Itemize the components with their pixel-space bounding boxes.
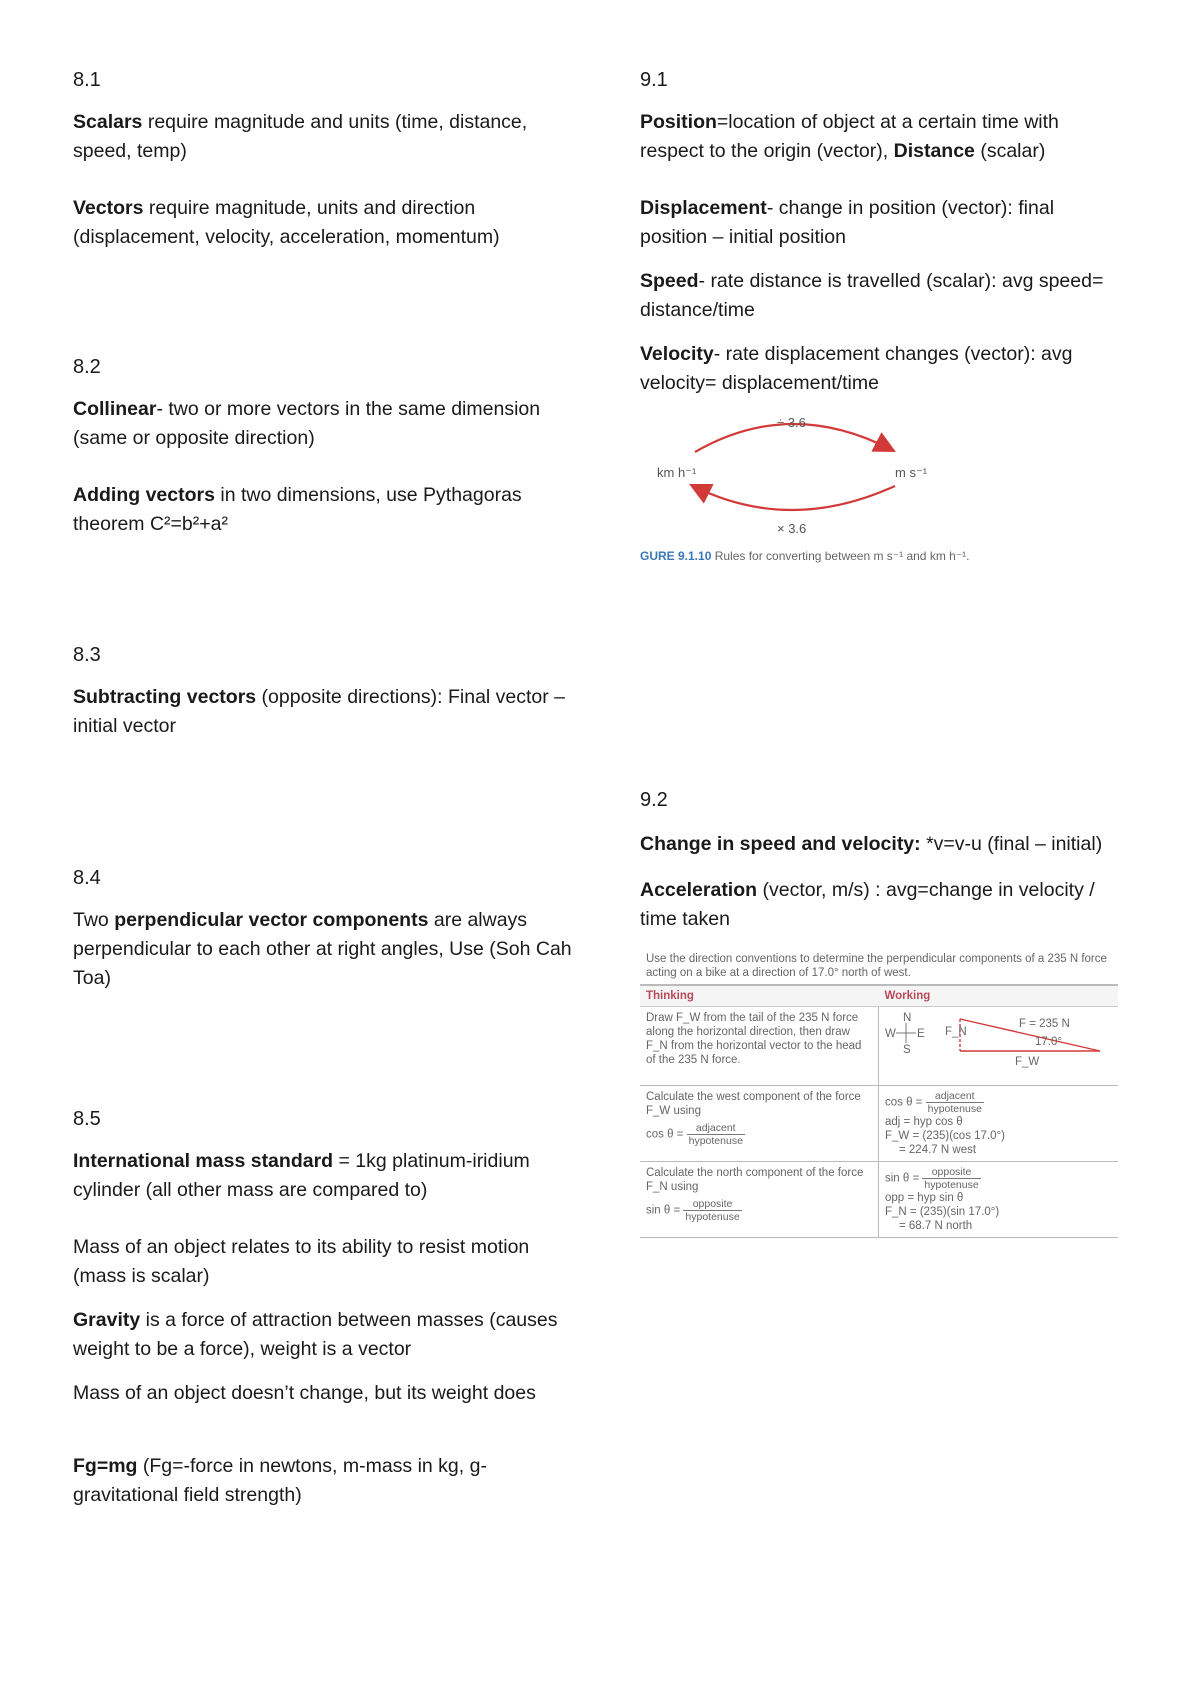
paragraph-collinear: Collinear- two or more vectors in the same dimension (same or opposite direction) [73,398,541,449]
term-collinear: Collinear [73,398,157,420]
example-question: Use the direction conventions to determine the perpendicular components of a 235 N force acting on a bike at a direction of 17.0° north of west. [640,950,1118,986]
compass-e: E [917,1028,925,1040]
paragraph-mass-weight: Mass of an object doesn’t change, but its weight does [73,1382,536,1404]
term-perpendicular-components: perpendicular vector components [114,909,429,931]
paragraph-perpendicular-components: Two perpendicular vector components are always perpendicular to each other at right angles, Use (Soh Cah Toa) [73,909,572,989]
table-row [640,1086,1118,1162]
header-working: Working [879,986,1119,1007]
section-heading-8-4: 8.4 [73,867,101,889]
section-heading-8-5: 8.5 [73,1108,101,1130]
row2-working: cos θ = $\frac{\text{adjacent}}{\text{hypotenuse}}$ adj = hyp cos θ F_W = (235)(cos 17.0°) = 224.7 N west [879,1086,1119,1162]
header-thinking: Thinking [640,986,879,1007]
paragraph-mass-standard: International mass standard = 1kg platinum-iridium cylinder (all other mass are compared to) [73,1150,530,1201]
section-heading-9-2: 9.2 [640,789,668,811]
figure-number: GURE 9.1.10 [640,549,712,563]
paragraph-displacement: Displacement- change in position (vector): final position – initial position [640,197,1055,248]
row3-thinking: Calculate the north component of the force F_N using sin θ = $\frac{\text{opposite}}{\text{hypotenuse}}$ [640,1162,879,1238]
term-subtracting-vectors: Subtracting vectors [73,686,257,708]
force-triangle-diagram [885,1011,1115,1081]
compass-w: W [885,1028,896,1040]
term-vectors: Vectors [73,197,144,219]
paragraph-fg-mg: Fg=mg (Fg=-force in newtons, m-mass in kg, g-gravitational field strength) [73,1455,487,1506]
figure-caption: GURE 9.1.10 Rules for converting between m s⁻¹ and km h⁻¹. [640,549,970,563]
table-row [640,1162,1118,1238]
paragraph-velocity: Velocity- rate displacement changes (vector): avg velocity= displacement/time [640,343,1073,394]
paragraph-scalars: Scalars require magnitude and units (time, distance, speed, temp) [73,111,528,162]
term-fg-mg: Fg=mg [73,1455,138,1477]
section-heading-8-2: 8.2 [73,356,101,378]
paragraph-vectors: Vectors require magnitude, units and direction (displacement, velocity, acceleration, momentum) [73,197,500,248]
section-heading-8-1: 8.1 [73,69,101,91]
term-gravity: Gravity [73,1309,141,1331]
multiply-label: × 3.6 [777,521,807,536]
compass-n: N [903,1012,912,1024]
row3-formula-repeat: sin θ = $\frac{\text{opposite}}{\text{hypotenuse}}$ [885,1166,979,1191]
term-speed: Speed [640,270,699,292]
example-grid [640,986,1118,1238]
term-position: Position [640,111,717,133]
section-heading-9-1: 9.1 [640,69,668,91]
paragraph-gravity: Gravity is a force of attraction between masses (causes weight to be a force), weight is a vector [73,1309,558,1360]
paragraph-acceleration: Acceleration (vector, m/s) : avg=change in velocity / time taken [640,879,1095,930]
row3-working: sin θ = $\frac{\text{opposite}}{\text{hypotenuse}}$ opp = hyp sin θ F_N = (235)(sin 17.0°) = 68.7 N north [879,1162,1119,1238]
divide-label: ÷ 3.6 [777,415,806,430]
worked-example-table [640,950,1118,1238]
compass-icon [896,1023,916,1043]
row2-fraction: $\frac{\text{adjacent}}{\text{hypotenuse}}$ [688,1122,743,1147]
term-scalars: Scalars [73,111,143,133]
unit-conversion-figure [640,402,1020,562]
section-heading-8-3: 8.3 [73,644,101,666]
unit-ms-label: m s⁻¹ [895,465,928,480]
unit-kmh-label: km h⁻¹ [657,465,697,480]
row2-formula: cos θ = $\frac{\text{adjacent}}{\text{hypotenuse}}$ [646,1122,743,1147]
term-adding-vectors: Adding vectors [73,484,215,506]
term-displacement: Displacement [640,197,767,219]
paragraph-speed: Speed- rate distance is travelled (scalar): avg speed= distance/time [640,270,1104,321]
row1-thinking: Draw F_W from the tail of the 235 N force along the horizontal direction, then draw F_N from the horizontal vector to the head of the 235 N force. [640,1007,879,1086]
compass-s: S [903,1044,911,1056]
row3-fraction: $\frac{\text{opposite}}{\text{hypotenuse}}$ [685,1198,740,1223]
force-label: F = 235 N [1019,1018,1070,1030]
conversion-arrows-diagram [640,402,1020,537]
term-distance: Distance [893,140,975,162]
fw-label: F_W [1015,1056,1040,1068]
row1-working [879,1007,1119,1086]
row2-formula-repeat: cos θ = $\frac{\text{adjacent}}{\text{hypotenuse}}$ [885,1090,982,1115]
table-header-row [640,986,1118,1007]
term-mass-standard: International mass standard [73,1150,334,1172]
multiply-arrow [693,486,895,510]
row3-formula: sin θ = $\frac{\text{opposite}}{\text{hypotenuse}}$ [646,1198,740,1223]
term-velocity: Velocity [640,343,714,365]
table-row [640,1007,1118,1086]
angle-label: 17.0° [1035,1036,1062,1048]
paragraph-position: Position=location of object at a certain time with respect to the origin (vector), Distance (scalar) [640,111,1059,162]
paragraph-mass-resist: Mass of an object relates to its ability to resist motion (mass is scalar) [73,1236,530,1287]
term-change-velocity: Change in speed and velocity: [640,833,921,855]
paragraph-adding-vectors: Adding vectors in two dimensions, use Pythagoras theorem C²=b²+a² [73,484,522,535]
row2-thinking: Calculate the west component of the force F_W using cos θ = $\frac{\text{adjacent}}{\text{hypotenuse}}$ [640,1086,879,1162]
paragraph-subtracting-vectors: Subtracting vectors (opposite directions): Final vector – initial vector [73,686,566,737]
paragraph-change-velocity: Change in speed and velocity: *v=v-u (final – initial) [640,833,1103,855]
term-acceleration: Acceleration [640,879,758,901]
fn-label: F_N [945,1026,967,1038]
